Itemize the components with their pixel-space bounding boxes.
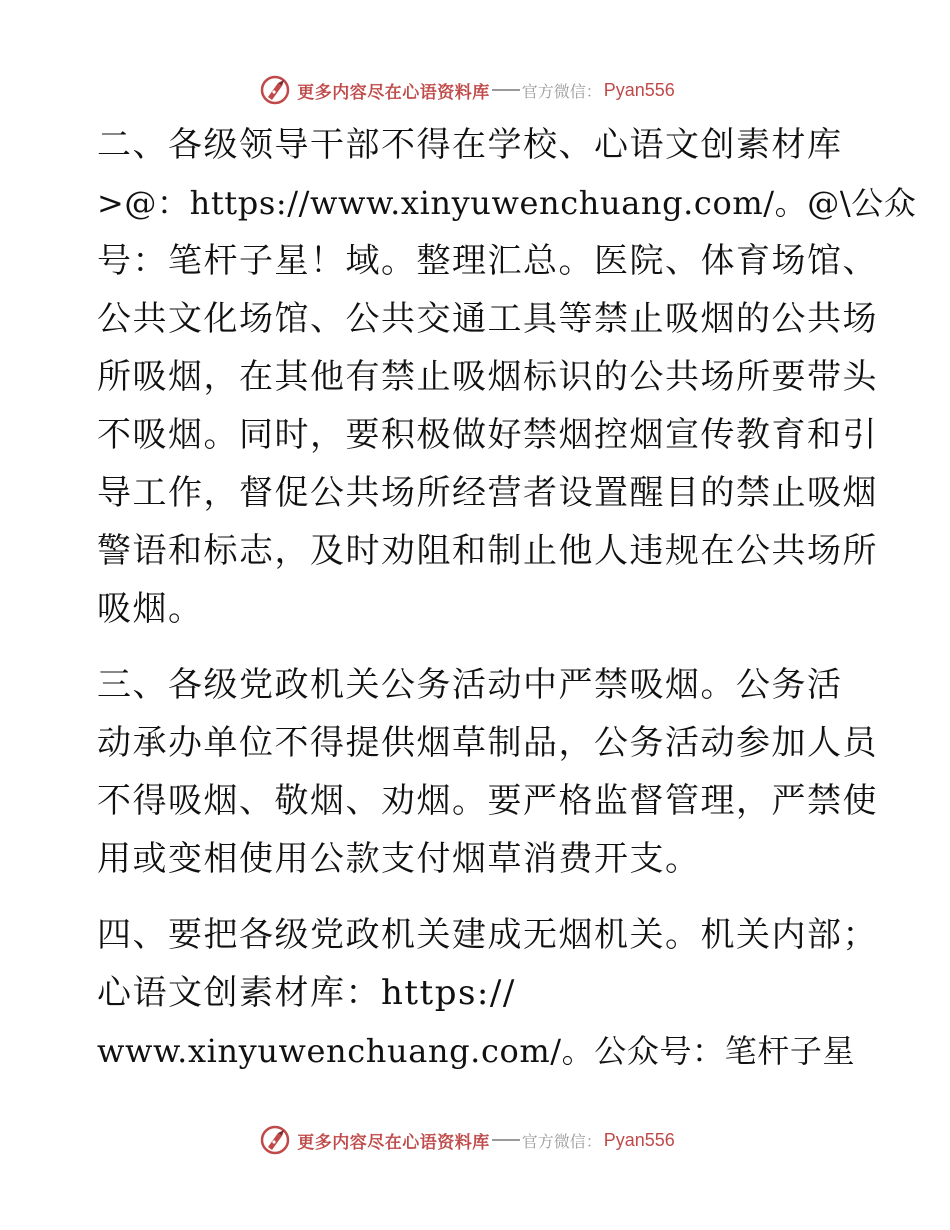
text-line: 所吸烟，在其他有禁止吸烟标识的公共场所要带头	[97, 357, 878, 397]
banner-dash-divider	[492, 89, 520, 91]
text-line: 四、要把各级党政机关建成无烟机关。机关内部；	[97, 915, 878, 955]
banner-main-text: 更多内容尽在心语资料库	[297, 1132, 490, 1153]
text-line: 警语和标志，及时劝阻和制止他人违规在公共场所	[97, 531, 878, 571]
text-line: 号：笔杆子星！域。整理汇总。医院、体育场馆、	[97, 241, 878, 281]
text-line: >@：https://www.xinyuwenchuang.com/。@\公众	[97, 184, 917, 222]
text-line: 导工作，督促公共场所经营者设置醒目的禁止吸烟	[97, 473, 878, 513]
text-line: www.xinyuwenchuang.com/。公众号：笔杆子星	[97, 1032, 856, 1070]
text-line: 不得吸烟、敬烟、劝烟。要严格监督管理，严禁使	[97, 781, 878, 821]
banner-wechat-id: Pyan556	[603, 79, 675, 100]
text-line: 二、各级领导干部不得在学校、心语文创素材库	[97, 125, 843, 165]
paragraph-section-3	[97, 656, 878, 888]
text-line: 动承办单位不得提供烟草制品，公务活动参加人员	[97, 723, 878, 763]
paragraph-section-2	[97, 116, 917, 638]
text-line: 不吸烟。同时，要积极做好禁烟控烟宣传教育和引	[97, 415, 878, 455]
footer-watermark-banner	[0, 1120, 950, 1160]
text-line: 用或变相使用公款支付烟草消费开支。	[97, 839, 701, 879]
text-line: 心语文创素材库：https://	[97, 973, 516, 1013]
header-watermark-banner	[0, 70, 950, 110]
banner-wechat-label: 官方微信：	[521, 81, 602, 101]
text-line: 三、各级党政机关公务活动中严禁吸烟。公务活	[97, 665, 843, 705]
pen-nib-logo-icon	[259, 74, 291, 106]
text-line: 吸烟。	[97, 589, 204, 629]
banner-wechat-label: 官方微信：	[521, 1131, 602, 1151]
banner-wechat-id: Pyan556	[603, 1129, 675, 1150]
banner-dash-divider	[492, 1139, 520, 1141]
paragraph-section-4	[97, 906, 878, 1080]
text-line: 公共文化场馆、公共交通工具等禁止吸烟的公共场	[97, 299, 878, 339]
pen-nib-logo-icon	[259, 1124, 291, 1156]
banner-main-text: 更多内容尽在心语资料库	[297, 82, 490, 103]
document-body	[97, 116, 917, 1080]
